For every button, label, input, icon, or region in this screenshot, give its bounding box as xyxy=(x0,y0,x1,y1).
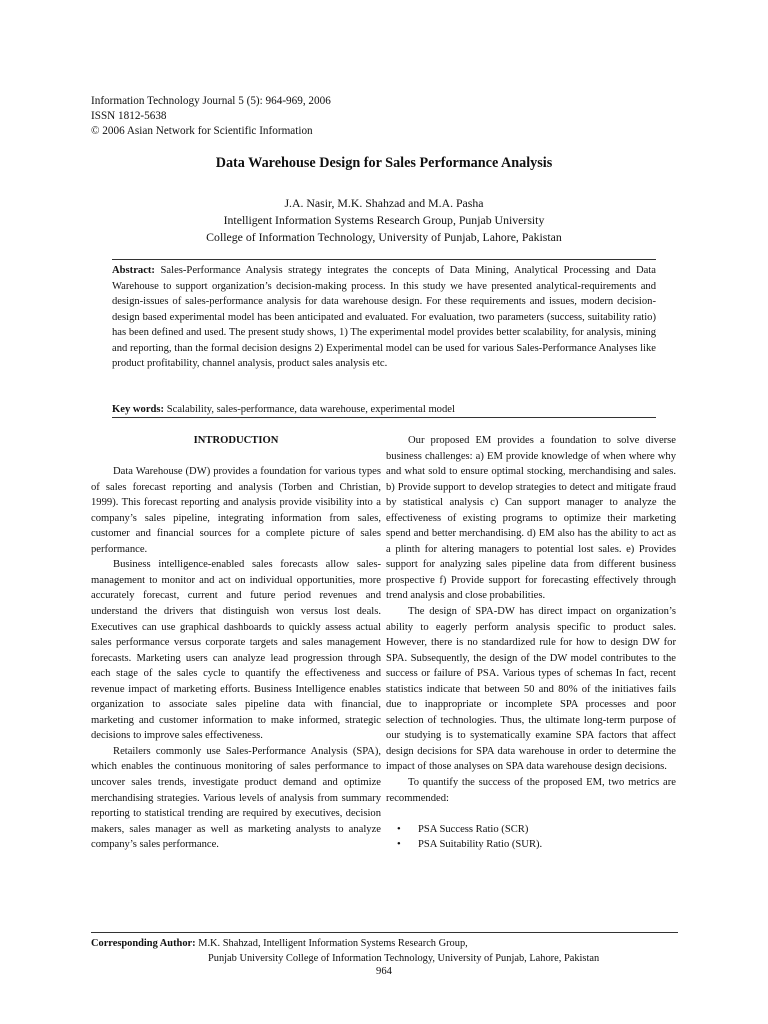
author-names: J.A. Nasir, M.K. Shahzad and M.A. Pasha xyxy=(284,196,484,210)
left-paragraph-3: Retailers commonly use Sales-Performance Analysis (SPA), which enables the continuous monitoring of sales performance to uncover sales trends, investigate product demand and optimize merchandising strategies. Various levels of analysis from summary reporting to statistical trending are required by executives, decision makers, sales manager as well as marketing analysts to analyze company’s sales performance. xyxy=(91,745,381,851)
keywords xyxy=(112,402,656,417)
keywords-text: Scalability, sales-performance, data warehouse, experimental model xyxy=(166,404,455,415)
metrics-list xyxy=(386,822,676,853)
left-paragraph-2: Business intelligence-enabled sales forecasts allow sales-management to monitor and act on individual opportunities, more accurately forecast, current and future period revenues and understand the drivers that distinguish won versus lost deals. Executives can use graphical dashboards to quickly assess actual sales performance versus corporate targets and sales management forecasts. Marketing users can analyze lead progression through each stage of the sales cycle to quantify the effectiveness and revenue impact of marketing efforts. Business Intelligence enables organization to associate sales pipeline data with financial, marketing and customer information to make informed, strategic decisions to improve sales effectiveness. xyxy=(91,559,381,742)
journal-header xyxy=(91,94,331,139)
journal-copyright: © 2006 Asian Network for Scientific Information xyxy=(91,125,313,137)
keywords-bottom-rule xyxy=(112,417,656,418)
author-affiliation-1: Intelligent Information Systems Research Group, Punjab University xyxy=(223,213,545,227)
abstract-top-rule xyxy=(112,259,656,260)
corresponding-author xyxy=(91,936,468,951)
paper-title: Data Warehouse Design for Sales Performance Analysis xyxy=(215,155,553,171)
abstract xyxy=(112,263,656,372)
journal-issn: ISSN 1812-5638 xyxy=(91,110,167,122)
section-heading-introduction: INTRODUCTION xyxy=(193,435,279,446)
right-paragraph-3: To quantify the success of the proposed EM, two metrics are recommended: xyxy=(386,777,676,804)
left-column xyxy=(91,433,381,853)
list-item-text: PSA Success Ratio (SCR) xyxy=(418,823,529,835)
keywords-label: Key words: xyxy=(112,404,165,415)
abstract-label: Abstract: xyxy=(112,265,155,276)
journal-citation: Information Technology Journal 5 (5): 964-969, 2006 xyxy=(91,95,331,107)
list-item xyxy=(386,822,676,838)
right-paragraph-2: The design of SPA-DW has direct impact on organization’s ability to eagerly perform analysis specific to product sales. However, there is no standardized rule for how to design DW for SPA. Subsequently, the design of the DW model contributes to the success or failure of PSA. Various types of schemas In fact, recent statistics indicate that between 50 and 80% of the initiatives fails due to inappropriate or incomplete SPA processes and poor selection of technologies. Thus, the ultimate long-term purpose of our studying is to systematically examine SPA factors that affect design decisions for SPA data warehouse in order to determine the impact of those analyses on SPA data warehouse design decisions. xyxy=(386,606,676,773)
author-block xyxy=(0,195,768,246)
list-item xyxy=(386,837,676,853)
left-paragraph-1: Data Warehouse (DW) provides a foundation for various types of sales forecast reporting and analysis (Torben and Christian, 1999). This forecast reporting and analysis provide visibility into a company’s sales pipeline, integrating information from sales, customer and financial sources for a complete picture of sales performance. xyxy=(91,466,381,555)
bullet-icon: • xyxy=(397,839,401,851)
abstract-text: Sales-Performance Analysis strategy integrates the concepts of Data Mining, Analytical Processing and Data Warehouse to support organization’s decision-making process. In this study we have presented analytical-requirements and design-issues of sales-performance analysis for data warehouse design. For these requirements and issues, modern decision-design based experimental model has been anticipated and evaluated. For evaluation, two parameters (success, suitability ratio) has been defined and used. The present study shows, 1) The experimental model provides better scalability, for analysis, mining and reporting, than the formal decision designs 2) Experimental model can be used for various Sales-Performance Analyses like product profitability, channel analysis, product sales analysis etc. xyxy=(112,265,656,369)
corresponding-author-line-1: M.K. Shahzad, Intelligent Information Systems Research Group, xyxy=(198,938,468,949)
author-affiliation-2: College of Information Technology, University of Punjab, Lahore, Pakistan xyxy=(206,230,562,244)
corresponding-author-line-2: Punjab University College of Information Technology, University of Punjab, Lahore, Pakistan xyxy=(208,953,600,964)
list-item-text: PSA Suitability Ratio (SUR). xyxy=(418,839,543,851)
page-number: 964 xyxy=(376,966,392,977)
list-spacer xyxy=(386,806,676,822)
corresponding-author-label: Corresponding Author: xyxy=(91,938,196,949)
right-column xyxy=(386,433,676,853)
bullet-icon: • xyxy=(397,823,401,835)
footer-rule xyxy=(91,932,678,933)
right-paragraph-1: Our proposed EM provides a foundation to solve diverse business challenges: a) EM provide knowledge of when where why and what sold to ensure optimal stocking, merchandising and sales. b) Provide support to develop strategies to detect and mitigate fraud by statistical analysis c) Can support manager to analyze the effectiveness of existing programs to optimize their marketing spend and better merchandising. d) EM also has the ability to act as a plinth for altering managers to potential lost sales. e) Provides support for analyzing sales pipeline data from different business prospective f) Provide support for forecasting effectively through trend analysis and close probabilities. xyxy=(386,435,676,602)
